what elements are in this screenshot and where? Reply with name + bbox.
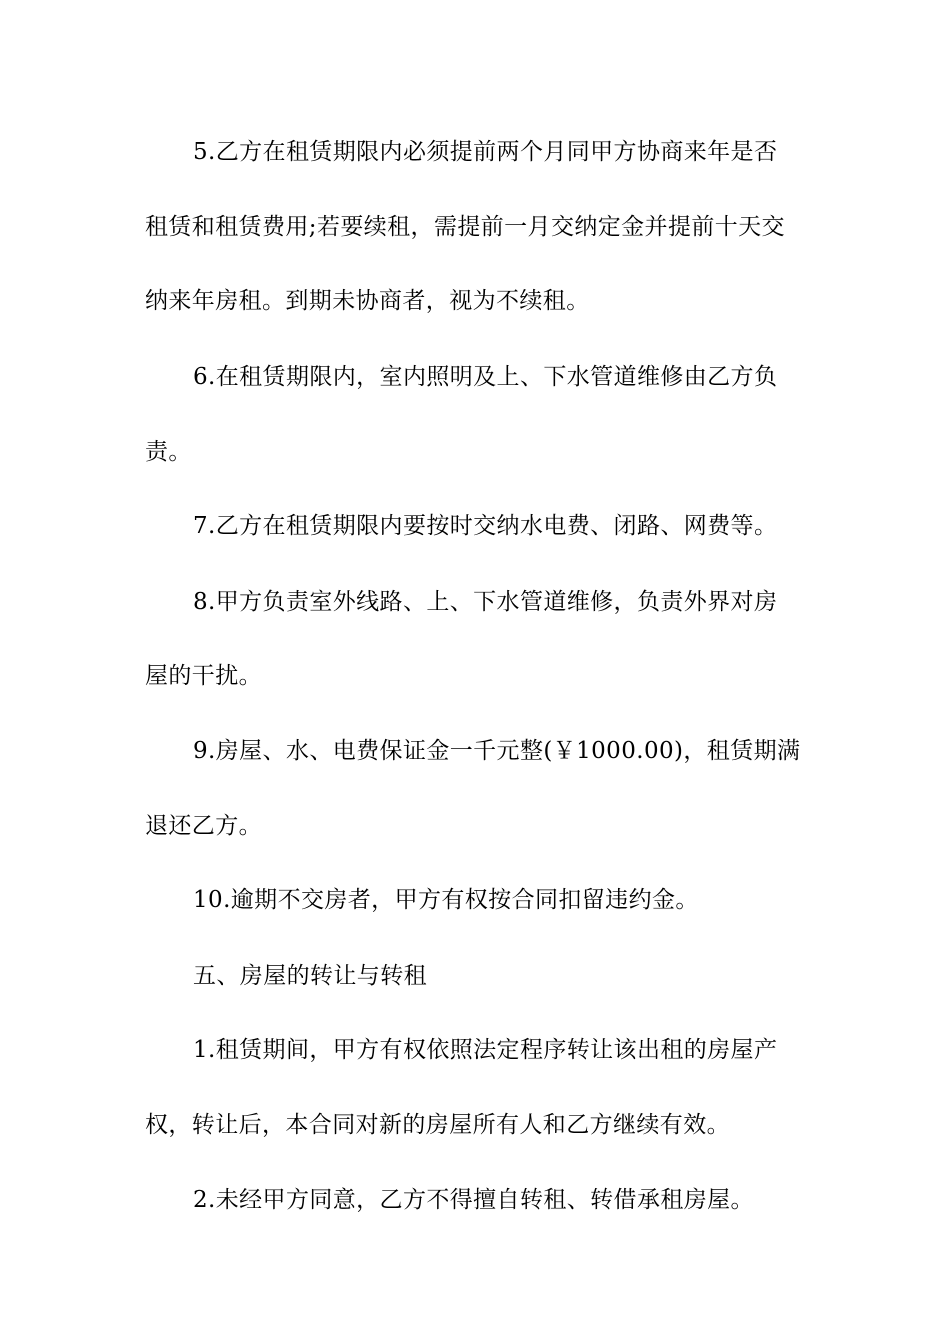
- section5-clause-1-line-2: 权，转让后，本合同对新的房屋所有人和乙方继续有效。: [145, 1112, 730, 1138]
- clause-7-line-1: 7.乙方在租赁期限内要按时交纳水电费、闭路、网费等。: [193, 513, 778, 539]
- section5-clause-1-line-1: 1.租赁期间，甲方有权依照法定程序转让该出租的房屋产: [193, 1037, 778, 1063]
- clause-6-line-1: 6.在租赁期限内，室内照明及上、下水管道维修由乙方负: [193, 364, 778, 390]
- clause-5-line-2: 租赁和租赁费用;若要续租，需提前一月交纳定金并提前十天交: [145, 214, 785, 240]
- clause-5-line-3: 纳来年房租。到期未协商者，视为不续租。: [145, 288, 590, 314]
- clause-8-line-2: 屋的干扰。: [145, 663, 262, 689]
- clause-6-line-2: 责。: [145, 439, 192, 465]
- clause-10-line-1: 10.逾期不交房者，甲方有权按合同扣留违约金。: [193, 887, 699, 913]
- section5-clause-2-line-1: 2.未经甲方同意，乙方不得擅自转租、转借承租房屋。: [193, 1187, 754, 1213]
- clause-8-line-1: 8.甲方负责室外线路、上、下水管道维修，负责外界对房: [193, 589, 778, 615]
- clause-5-line-1: 5.乙方在租赁期限内必须提前两个月同甲方协商来年是否: [193, 139, 778, 165]
- section-heading: 五、房屋的转让与转租: [193, 963, 427, 989]
- clause-9-line-2: 退还乙方。: [145, 813, 262, 839]
- clause-9-line-1: 9.房屋、水、电费保证金一千元整(￥1000.00)，租赁期满: [193, 738, 801, 764]
